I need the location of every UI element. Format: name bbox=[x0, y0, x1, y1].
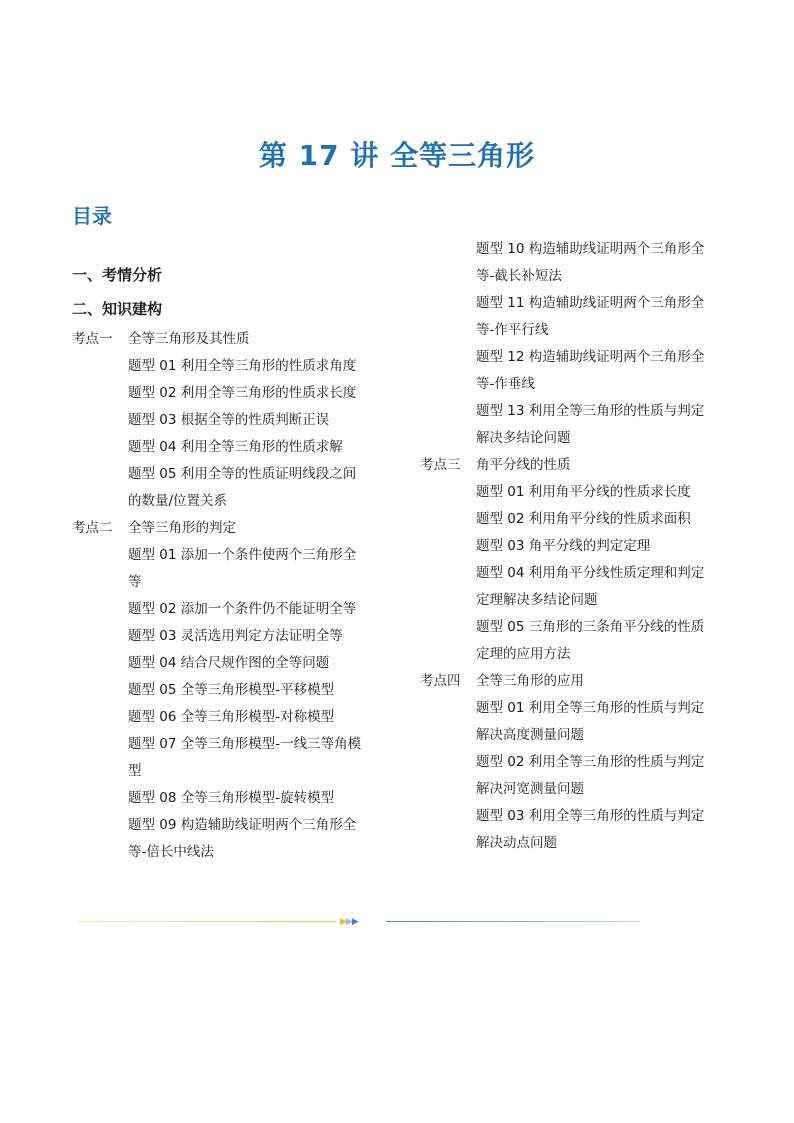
toc-item[interactable]: 题型 08 全等三角形模型-旋转模型 bbox=[128, 790, 335, 806]
arrow-right-icon: ▶ bbox=[351, 917, 358, 927]
toc-item[interactable]: 题型 03 角平分线的判定定理 bbox=[476, 538, 651, 554]
toc-item-continuation[interactable]: 等-作平行线 bbox=[476, 322, 549, 338]
toc-item[interactable]: 题型 11 构造辅助线证明两个三角形全 bbox=[476, 295, 705, 311]
toc-heading: 目录 bbox=[72, 204, 112, 228]
toc-item[interactable]: 题型 01 利用全等三角形的性质求角度 bbox=[128, 358, 357, 374]
toc-item[interactable]: 题型 04 利用全等三角形的性质求解 bbox=[128, 439, 343, 455]
divider-line-left bbox=[78, 921, 336, 922]
toc-item[interactable]: 题型 09 构造辅助线证明两个三角形全 bbox=[128, 817, 357, 833]
toc-item[interactable]: 题型 06 全等三角形模型-对称模型 bbox=[128, 709, 335, 725]
toc-right-column bbox=[420, 236, 730, 857]
toc-item[interactable]: 题型 10 构造辅助线证明两个三角形全 bbox=[476, 241, 705, 257]
toc-item[interactable]: 题型 02 添加一个条件仍不能证明全等 bbox=[128, 601, 357, 617]
point-title: 角平分线的性质 bbox=[476, 457, 571, 473]
toc-point-4[interactable] bbox=[420, 668, 730, 695]
arrow-right-icon: ▶ bbox=[345, 917, 352, 927]
toc-item[interactable]: 题型 02 利用角平分线的性质求面积 bbox=[476, 511, 691, 527]
toc-item-continuation[interactable]: 的数量/位置关系 bbox=[128, 493, 228, 509]
toc-item-continuation[interactable]: 定理的应用方法 bbox=[476, 646, 571, 662]
toc-item[interactable]: 题型 13 利用全等三角形的性质与判定 bbox=[476, 403, 705, 419]
toc-item[interactable]: 题型 01 添加一个条件使两个三角形全 bbox=[128, 547, 357, 563]
page-title: 第 17 讲 全等三角形 bbox=[258, 139, 536, 172]
toc-item[interactable]: 题型 05 三角形的三条角平分线的性质 bbox=[476, 619, 705, 635]
point-label: 考点一 bbox=[72, 331, 113, 347]
toc-item-continuation[interactable]: 等-作垂线 bbox=[476, 376, 535, 392]
toc-item[interactable]: 题型 04 结合尺规作图的全等问题 bbox=[128, 655, 330, 671]
divider-line-right bbox=[386, 921, 640, 922]
toc-section-analysis[interactable]: 一、考情分析 bbox=[72, 266, 163, 284]
toc-item-continuation[interactable]: 等-倍长中线法 bbox=[128, 844, 214, 860]
toc-item-continuation[interactable]: 解决河宽测量问题 bbox=[476, 781, 584, 797]
toc-item[interactable]: 题型 05 全等三角形模型-平移模型 bbox=[128, 682, 335, 698]
toc-item[interactable]: 题型 02 利用全等三角形的性质求长度 bbox=[128, 385, 357, 401]
point-title: 全等三角形及其性质 bbox=[128, 331, 250, 347]
toc-item-continuation[interactable]: 解决多结论问题 bbox=[476, 430, 571, 446]
toc-item[interactable]: 题型 03 根据全等的性质判断正误 bbox=[128, 412, 330, 428]
toc-item[interactable]: 题型 02 利用全等三角形的性质与判定 bbox=[476, 754, 705, 770]
toc-item[interactable]: 题型 03 利用全等三角形的性质与判定 bbox=[476, 808, 705, 824]
arrow-right-icon: ▶ bbox=[340, 917, 346, 927]
toc-point-2[interactable] bbox=[72, 515, 382, 542]
toc-item-continuation[interactable]: 定理解决多结论问题 bbox=[476, 592, 598, 608]
toc-item-continuation[interactable]: 等-截长补短法 bbox=[476, 268, 562, 284]
toc-item[interactable]: 题型 07 全等三角形模型-一线三等角模 bbox=[128, 736, 362, 752]
toc-item-continuation[interactable]: 型 bbox=[128, 763, 142, 779]
point-label: 考点二 bbox=[72, 520, 113, 536]
point-title: 全等三角形的判定 bbox=[128, 520, 236, 536]
toc-item-continuation[interactable]: 解决高度测量问题 bbox=[476, 727, 584, 743]
toc-item[interactable]: 题型 05 利用全等的性质证明线段之间 bbox=[128, 466, 357, 482]
point-label: 考点三 bbox=[420, 457, 461, 473]
divider-arrows bbox=[340, 914, 358, 930]
toc-section-knowledge[interactable]: 二、知识建构 bbox=[72, 300, 163, 318]
toc-left-column bbox=[72, 258, 382, 866]
toc-point-1[interactable] bbox=[72, 326, 382, 353]
footer-divider bbox=[78, 914, 640, 930]
toc-item-continuation[interactable]: 等 bbox=[128, 574, 142, 590]
toc-item[interactable]: 题型 01 利用全等三角形的性质与判定 bbox=[476, 700, 705, 716]
toc-item-continuation[interactable]: 解决动点问题 bbox=[476, 835, 557, 851]
point-title: 全等三角形的应用 bbox=[476, 673, 584, 689]
point-label: 考点四 bbox=[420, 673, 461, 689]
toc-item[interactable]: 题型 01 利用角平分线的性质求长度 bbox=[476, 484, 691, 500]
toc-item[interactable]: 题型 04 利用角平分线性质定理和判定 bbox=[476, 565, 705, 581]
toc-item[interactable]: 题型 03 灵活选用判定方法证明全等 bbox=[128, 628, 343, 644]
toc-item[interactable]: 题型 12 构造辅助线证明两个三角形全 bbox=[476, 349, 705, 365]
toc-point-3[interactable] bbox=[420, 452, 730, 479]
